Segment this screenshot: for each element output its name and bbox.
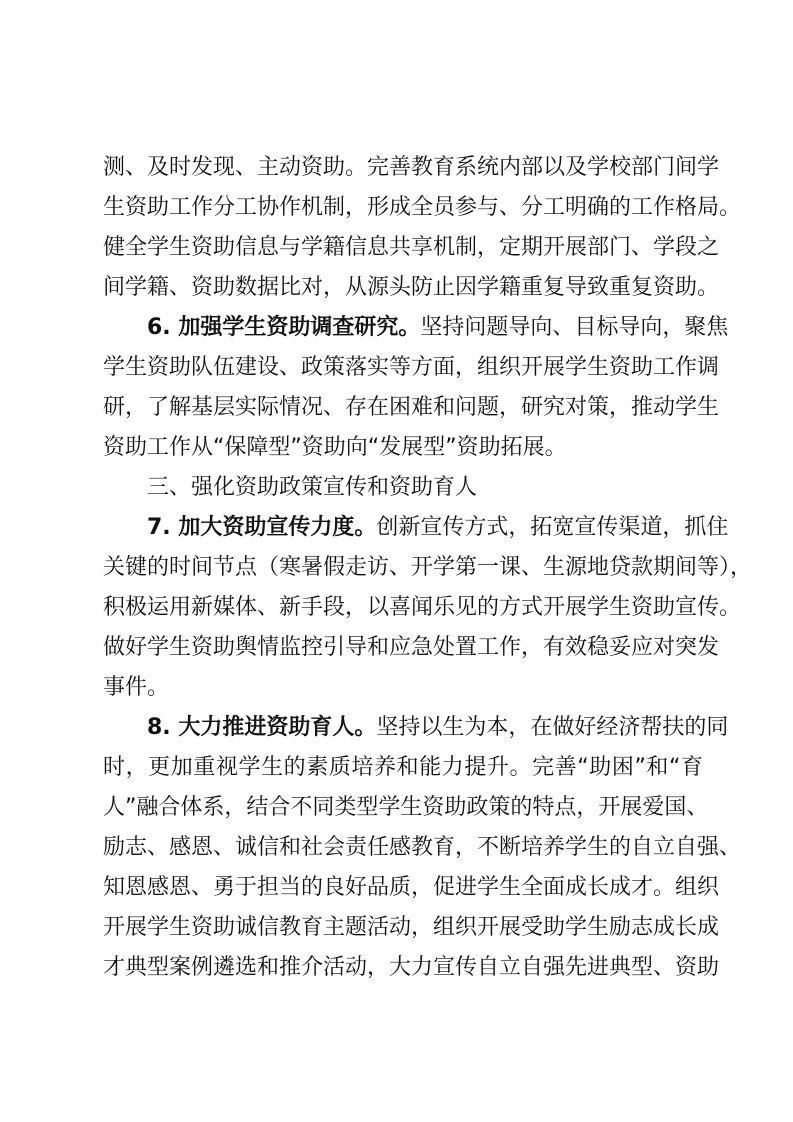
paragraph-line: 励志、感恩、诚信和社会责任感教育，不断培养学生的自立自强、	[103, 835, 742, 860]
item-8-first-line-text: 坚持以生为本，在做好经济帮扶的同	[376, 715, 729, 740]
paragraph-line: 做好学生资助舆情监控引导和应急处置工作，有效稳妥应对突发	[103, 635, 720, 660]
item-7-heading: 7. 加大资助宣传力度。	[147, 515, 377, 540]
item-8-first-line	[147, 708, 729, 748]
paragraph-line: 关键的时间节点（寒暑假走访、开学第一课、生源地贷款期间等），	[103, 555, 753, 580]
item-6-heading: 6. 加强学生资助调查研究。	[147, 315, 421, 340]
paragraph-line: 资助工作从“保障型”资助向“发展型”资助拓展。	[103, 435, 567, 460]
item-6-first-line	[147, 308, 729, 348]
paragraph-line: 健全学生资助信息与学籍信息共享机制，定期开展部门、学段之	[103, 235, 720, 260]
paragraph-line: 积极运用新媒体、新手段，以喜闻乐见的方式开展学生资助宣传。	[103, 595, 742, 620]
paragraph-line: 事件。	[103, 675, 170, 700]
paragraph-line: 间学籍、资助数据比对，从源头防止因学籍重复导致重复资助。	[103, 275, 720, 300]
paragraph-line: 研，了解基层实际情况、存在困难和问题，研究对策，推动学生	[103, 395, 720, 420]
paragraph-line: 开展学生资助诚信教育主题活动，组织开展受助学生励志成长成	[103, 915, 720, 940]
paragraph-line: 人”融合体系，结合不同类型学生资助政策的特点，开展爱国、	[103, 795, 709, 820]
paragraph-line: 知恩感恩、勇于担当的良好品质，促进学生全面成长成才。组织	[103, 875, 720, 900]
paragraph-line: 测、及时发现、主动资助。完善教育系统内部以及学校部门间学	[103, 155, 720, 180]
item-7-first-line-text: 创新宣传方式，拓宽宣传渠道，抓住	[376, 515, 729, 540]
section-heading: 三、强化资助政策宣传和资助育人	[147, 475, 478, 500]
paragraph-line: 才典型案例遴选和推介活动，大力宣传自立自强先进典型、资助	[103, 955, 720, 980]
item-7-first-line	[147, 508, 729, 548]
paragraph-line: 生资助工作分工协作机制，形成全员参与、分工明确的工作格局。	[103, 195, 742, 220]
paragraph-line: 时，更加重视学生的素质培养和能力提升。完善“助困”和“育	[103, 755, 703, 780]
item-8-heading: 8. 大力推进资助育人。	[147, 715, 377, 740]
paragraph-line: 学生资助队伍建设、政策落实等方面，组织开展学生资助工作调	[103, 355, 720, 380]
item-6-first-line-text: 坚持问题导向、目标导向，聚焦	[420, 315, 729, 340]
